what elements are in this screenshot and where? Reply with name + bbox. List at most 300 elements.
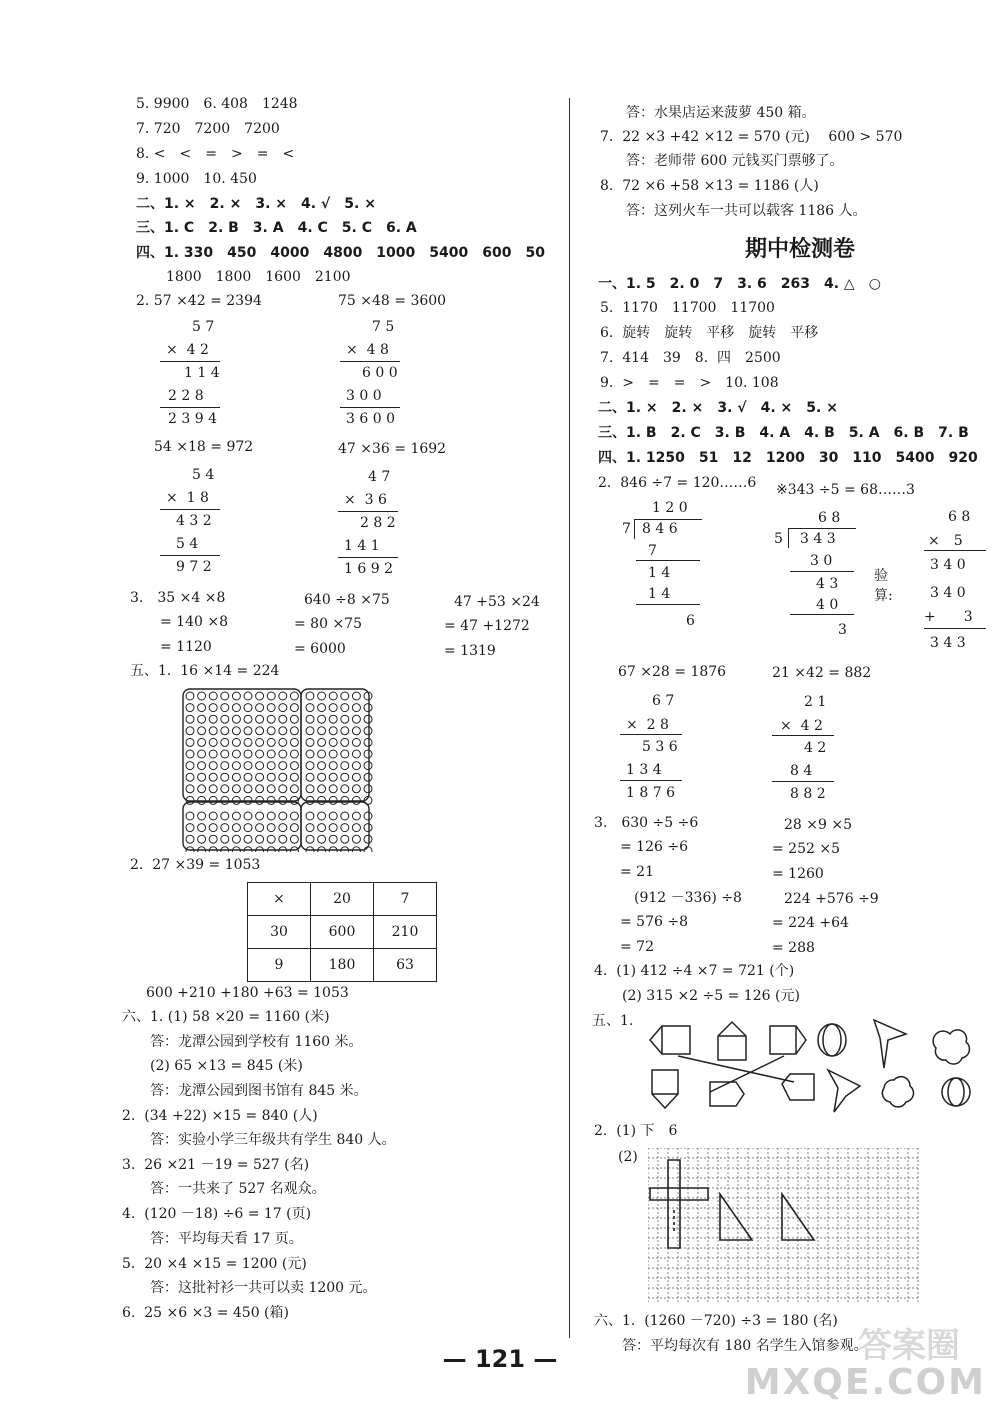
calc-rule [160,361,220,362]
table-cell: 30 [248,916,311,949]
dot [290,750,298,758]
dot [198,835,206,843]
calc-digit: 2 1 [804,694,827,710]
dot [198,727,206,735]
dot [352,773,360,781]
dot [186,692,194,700]
dot [341,715,349,723]
dot [290,727,298,735]
calc-digit: 3 0 0 [346,388,382,404]
calc-step: = 6000 [294,641,346,657]
dot [318,773,326,781]
dot [279,715,287,723]
dot [221,704,229,712]
dot [306,835,314,843]
dot [256,738,264,746]
dot [341,785,349,793]
calc-rule [636,560,700,561]
dot [267,738,275,746]
dot [198,785,206,793]
dot [232,824,240,832]
dot [318,835,326,843]
dot [318,785,326,793]
answer-line: 四、1. 1250 51 12 1200 30 110 5400 920 [598,450,978,466]
dot [221,738,229,746]
calc-rule [924,628,986,629]
dot [198,704,206,712]
dot [364,727,372,735]
dot [244,773,252,781]
calc-digit: 5 3 6 [642,739,678,755]
calc-digit: 3 4 0 [930,557,966,573]
column-divider [569,98,570,1338]
dot [186,812,194,820]
calc-digit: 1 4 1 [344,538,380,554]
dot [232,773,240,781]
calc-rule [338,511,398,512]
dot [221,715,229,723]
dot [186,738,194,746]
dot [306,762,314,770]
calc-step: = 252 ×5 [772,841,840,857]
answer-line: 答：这批衬衫一共可以卖 1200 元。 [150,1280,377,1296]
answer-line: (2) 65 ×13 = 845 (米) [150,1058,303,1074]
dot [364,812,372,820]
calc-digit: 8 4 [790,763,813,779]
watermark: MXQE.COM [744,1362,986,1403]
calc-digit: 4 0 [816,597,839,613]
dot [209,692,217,700]
calc-digit: 8 8 2 [790,786,826,802]
answer-line: 二、1. × 2. × 3. × 4. √ 5. × [136,196,376,212]
dot [279,704,287,712]
answer-line: 五、1. [592,1013,634,1029]
calc-rule [620,734,682,735]
calc-step: 640 ÷8 ×75 [304,592,390,608]
arrow-down-shape [652,1070,678,1108]
dot [198,824,206,832]
calc-rule [620,780,682,781]
calc-digit: 4 2 [804,740,827,756]
dot [221,773,229,781]
answer-line: 8. < < = > = < [136,146,295,162]
dot [267,785,275,793]
dot [186,727,194,735]
dot [256,704,264,712]
dot [232,704,240,712]
house-shape [718,1022,746,1060]
calc-rule [160,509,220,510]
calc-step: = 21 [620,864,654,880]
calc-digit: 7 [648,543,657,559]
calc-digit: 8 4 6 [642,521,678,537]
answer-line: 四、1. 330 450 4000 4800 1000 5400 600 50 [136,245,545,261]
dot [341,692,349,700]
table-cell: 7 [374,883,437,916]
dot [198,812,206,820]
answer-line: 7. 22 ×3 +42 ×12 = 570 (元) 600 > 570 [600,129,903,145]
calc-digit: 1 3 4 [626,762,662,778]
answer-line: 7. 414 39 8. 四 2500 [600,350,781,366]
dot [306,824,314,832]
calc-rule [340,407,400,408]
calc-step: (912 －336) ÷8 [634,890,742,906]
answer-line: 答：龙潭公园到图书馆有 845 米。 [150,1083,368,1099]
dot [306,715,314,723]
dot [256,727,264,735]
table-cell: 600 [311,916,374,949]
calc-rule [790,571,854,572]
dot [306,738,314,746]
shape-outline [650,1188,708,1200]
answer-line: 5. 9900 6. 408 1248 [136,96,298,112]
calc-digit: 1 4 [648,565,671,581]
grid-lines [648,1148,920,1302]
dot [198,773,206,781]
calc-rule [772,735,834,736]
dot [256,715,264,723]
calc-digit: 4 3 [816,576,839,592]
dot [209,773,217,781]
dot [364,704,372,712]
answer-line: 4. (120 －18) ÷6 = 17 (页) [122,1206,312,1222]
calc-step: = 47 +1272 [444,618,530,634]
answer-line: (2) [618,1149,638,1165]
grid-transform-figure [648,1148,922,1304]
dot [341,750,349,758]
calc-step: 3. 630 ÷5 ÷6 [594,815,699,831]
answer-line: 3. 26 ×21 －19 = 527 (名) [122,1157,310,1173]
answer-line: 答：水果店运来菠萝 450 箱。 [626,105,816,121]
dot [279,812,287,820]
dot [329,812,337,820]
dot [209,812,217,820]
dot [290,738,298,746]
dot [221,762,229,770]
dot [186,750,194,758]
dot [352,785,360,793]
answer-line: 4. (1) 412 ÷4 ×7 = 721 (个) [594,963,795,979]
dot [221,727,229,735]
dot [232,738,240,746]
calc-digit: 4 7 [368,469,391,485]
calc-digit: 5 4 [192,467,215,483]
calc-digit: 1 2 0 [652,500,688,516]
dot [352,835,360,843]
rings-shape [818,1024,846,1056]
dot [244,715,252,723]
answer-line: 答：平均每次有 180 名学生入馆参观。 [622,1338,868,1354]
group-frame [183,689,301,801]
dot [267,773,275,781]
dot [352,738,360,746]
dot [329,773,337,781]
answer-line: 9. 1000 10. 450 [136,171,257,187]
star-shape [828,1070,860,1112]
dot [198,715,206,723]
calc-digit: × 4 2 [780,718,823,734]
dot [209,824,217,832]
calc-rule [340,361,400,362]
match-line [710,1056,784,1092]
calc-digit: 6 7 [652,693,675,709]
dot [279,785,287,793]
dot [318,762,326,770]
dot [232,785,240,793]
calc-digit: 3 6 0 0 [346,411,395,427]
dot [364,762,372,770]
dot [186,715,194,723]
answer-line: 5. 20 ×4 ×15 = 1200 (元) [122,1256,307,1272]
division-bar [788,528,856,529]
calc-digit: 5 [774,531,783,547]
calc-step: 28 ×9 ×5 [784,817,852,833]
dot [221,785,229,793]
dot [198,738,206,746]
dot [329,824,337,832]
dot [306,692,314,700]
dot [306,727,314,735]
dot [232,715,240,723]
dot [209,727,217,735]
calc-digit: 5 4 [176,536,199,552]
dot [244,835,252,843]
dot [329,692,337,700]
dot [232,762,240,770]
pentagon-right-shape [770,1026,806,1054]
dot [318,812,326,820]
calc-digit: × 1 8 [166,490,209,506]
dot [232,750,240,758]
calc-digit: 3 [838,622,847,638]
dot [267,824,275,832]
dot [186,785,194,793]
dot [290,704,298,712]
dot [256,762,264,770]
star-shape [874,1020,906,1068]
rings-shape [823,1024,841,1056]
answer-line: 答：龙潭公园到学校有 1160 米。 [150,1034,363,1050]
dot [267,812,275,820]
calc-rule [772,781,834,782]
answer-line: 五、1. 16 ×14 = 224 [130,663,280,679]
table-cell: × [248,883,311,916]
calc-digit: 7 [622,521,631,537]
calc-step: = 80 ×75 [294,616,362,632]
flower-shape [882,1077,913,1107]
dot [341,835,349,843]
calc-step: 3. 35 ×4 ×8 [130,590,226,606]
calc-rule [636,604,700,605]
watermark-logo: 答案圈 [858,1326,960,1366]
calc-rule [790,614,854,615]
dot [341,824,349,832]
calc-step: = 126 ÷6 [620,839,688,855]
answer-line: 1800 1800 1600 2100 [166,269,351,285]
dot [244,812,252,820]
dot [329,762,337,770]
dot [232,812,240,820]
dot [341,812,349,820]
answer-line: 答：平均每天看 17 页。 [150,1231,303,1247]
dot [329,750,337,758]
dot [364,738,372,746]
dot [341,762,349,770]
answer-line: 2. 27 ×39 = 1053 [130,857,261,873]
answer-line: 7. 720 7200 7200 [136,121,280,137]
calc-equation: 47 ×36 = 1692 [338,441,447,457]
answer-line: 答：这列火车一共可以载客 1186 人。 [626,203,867,219]
dot [341,773,349,781]
calc-digit: + 3 [924,609,973,625]
dot [186,773,194,781]
answer-line: 答：老师带 600 元钱买门票够了。 [626,153,844,169]
dot [279,824,287,832]
dot [290,812,298,820]
dot [209,785,217,793]
calc-digit: 3 4 3 [800,531,836,547]
dot [329,835,337,843]
dot [306,704,314,712]
dot [290,824,298,832]
calc-digit: × 5 [928,533,963,549]
calc-step: = 1319 [444,643,496,659]
dot [318,738,326,746]
calc-digit: × 3 6 [344,492,387,508]
dot [221,835,229,843]
dot [256,785,264,793]
calc-digit: 4 3 2 [176,513,212,529]
answer-line: 答：一共来了 527 名观众。 [150,1181,326,1197]
answer-line: 三、1. B 2. C 3. B 4. A 4. B 5. A 6. B 7. B [598,425,969,441]
dot [244,750,252,758]
dot [221,692,229,700]
dot [290,773,298,781]
page-number: — 121 — [442,1345,558,1373]
rings-shape [942,1078,970,1106]
calc-step: 224 +576 ÷9 [784,891,879,907]
calc-digit: 2 3 9 4 [168,411,217,427]
dot [279,835,287,843]
dot [306,750,314,758]
dot [198,750,206,758]
dot [279,773,287,781]
table-cell: 63 [374,949,437,982]
dot [209,738,217,746]
answer-line: 三、1. C 2. B 3. A 4. C 5. C 6. A [136,220,417,236]
calc-digit: 2 8 2 [360,515,396,531]
answer-line: 8. 72 ×6 +58 ×13 = 1186 (人) [600,178,819,194]
division-bracket [788,528,789,548]
answer-line: 2. (34 +22) ×15 = 840 (人) [122,1108,318,1124]
dot [341,727,349,735]
dot [290,692,298,700]
calc-digit: × 4 2 [166,342,209,358]
dot [279,738,287,746]
dot [209,704,217,712]
calc-step: 47 +53 ×24 [454,594,540,610]
calc-step: = 1260 [772,866,824,882]
dot [318,824,326,832]
calc-rule [160,555,220,556]
dot [186,824,194,832]
calc-digit: 3 0 [810,553,833,569]
dot [279,727,287,735]
dot [267,715,275,723]
dot [221,824,229,832]
dot [318,727,326,735]
dot [244,727,252,735]
calc-equation: 2. 846 ÷7 = 120……6 [598,475,757,491]
calc-digit: 2 2 8 [168,388,204,404]
dot [256,824,264,832]
dot [329,727,337,735]
dot-array-figure [181,686,373,852]
calc-rule [924,550,986,551]
dot [352,812,360,820]
dot [209,715,217,723]
dot [267,835,275,843]
dot [306,785,314,793]
dot [364,773,372,781]
answer-line: 600 +210 +180 +63 = 1053 [146,985,349,1001]
dot [352,727,360,735]
pentagon-left-shape [650,1026,690,1054]
pentagon-shape [710,1082,744,1106]
dot [256,812,264,820]
answer-line: (2) 315 ×2 ÷5 = 126 (元) [622,988,800,1004]
calc-digit: 3 4 3 [930,635,966,651]
dot [256,692,264,700]
calc-digit: × 2 8 [626,717,669,733]
pentagon-left-shape [782,1074,814,1100]
calc-digit: 3 4 0 [930,585,966,601]
calc-step: = 224 +64 [772,915,849,931]
dot [232,835,240,843]
dot [290,715,298,723]
dot [244,692,252,700]
dot [341,738,349,746]
dot [267,704,275,712]
answer-line: 六、1. (1) 58 ×20 = 1160 (米) [122,1009,330,1025]
calc-equation: 2. 57 ×42 = 2394 [136,293,262,309]
dot [364,785,372,793]
dot [267,727,275,735]
division-bracket [634,519,635,539]
dot [267,692,275,700]
triangle-shape [720,1194,752,1240]
dot [364,715,372,723]
dot [256,773,264,781]
dot [318,715,326,723]
dot [318,692,326,700]
section-title: 期中检测卷 [745,237,856,262]
dot [352,704,360,712]
answer-line: 9. > = = > 10. 108 [600,375,779,391]
multiplication-table [247,882,437,982]
dot [232,692,240,700]
calc-rule [160,407,220,408]
calc-step: = 1120 [160,639,212,655]
dot [318,750,326,758]
calc-digit: 7 5 [372,319,395,335]
table-cell: 9 [248,949,311,982]
answer-line: 六、1. (1260 －720) ÷3 = 180 (名) [594,1313,838,1329]
dot [352,762,360,770]
calc-digit: 9 7 2 [176,559,212,575]
answer-line: 答：实验小学三年级共有学生 840 人。 [150,1132,396,1148]
calc-digit: 5 7 [192,319,215,335]
